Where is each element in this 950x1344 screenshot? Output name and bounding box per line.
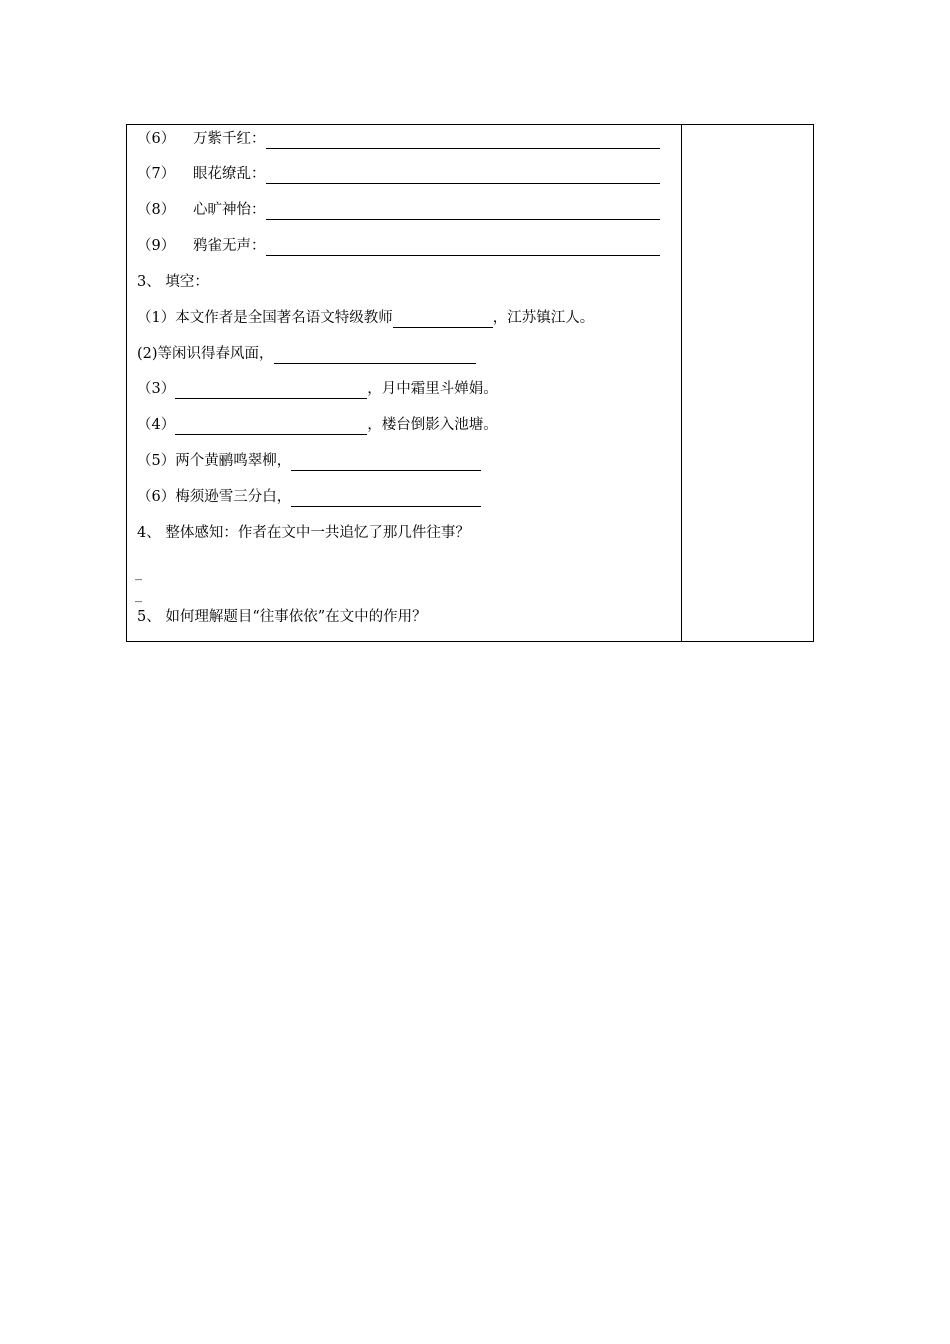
vocab-number: （6） <box>137 131 176 147</box>
answer-blank[interactable] <box>291 455 481 471</box>
fill-text: （1）本文作者是全国著名语文特级教师 <box>137 310 393 326</box>
fill-item-3 <box>137 379 498 399</box>
fill-text: （4） <box>137 417 176 433</box>
question-text: 3、 填空： <box>137 274 209 290</box>
vocab-line-6 <box>137 129 660 149</box>
fill-text: （5）两个黄鹂鸣翠柳， <box>137 453 292 469</box>
fill-text: (2)等闲识得春风面， <box>137 346 274 362</box>
question-text: 4、 整体感知：作者在文中一共追忆了那几件往事？ <box>137 525 470 541</box>
vocab-line-7 <box>137 164 660 184</box>
vocab-word: 万紫千红： <box>193 131 266 147</box>
answer-dash: _ <box>135 565 142 581</box>
fill-text: ，楼台倒影入池塘。 <box>367 417 498 433</box>
question-3-title <box>137 272 209 292</box>
fill-text: （3） <box>137 381 176 397</box>
fill-text: （6）梅须逊雪三分白， <box>137 489 292 505</box>
answer-dash: _ <box>135 587 142 603</box>
fill-item-4 <box>137 415 498 435</box>
vocab-word: 心旷神怡： <box>193 202 266 218</box>
vocab-number: （8） <box>137 202 176 218</box>
column-divider <box>681 125 682 641</box>
question-4 <box>137 523 470 543</box>
answer-blank[interactable] <box>266 204 660 220</box>
answer-blank[interactable] <box>291 491 481 507</box>
question-5 <box>137 607 427 627</box>
answer-blank[interactable] <box>175 383 367 399</box>
vocab-number: （9） <box>137 238 176 254</box>
vocab-line-8 <box>137 200 660 220</box>
fill-item-6 <box>137 487 481 507</box>
vocab-line-9 <box>137 236 660 256</box>
fill-item-5 <box>137 451 481 471</box>
answer-blank[interactable] <box>266 168 660 184</box>
answer-blank[interactable] <box>274 348 476 364</box>
vocab-number: （7） <box>137 166 176 182</box>
fill-item-2 <box>137 344 476 364</box>
vocab-word: 鸦雀无声： <box>193 238 266 254</box>
question-text: 5、 如何理解题目“往事依依”在文中的作用？ <box>137 609 427 625</box>
fill-text: ，江苏镇江人。 <box>492 310 595 326</box>
answer-blank[interactable] <box>393 312 493 328</box>
worksheet-table <box>126 124 814 642</box>
answer-blank[interactable] <box>266 133 660 149</box>
vocab-word: 眼花缭乱： <box>193 166 266 182</box>
answer-blank[interactable] <box>175 419 367 435</box>
answer-blank[interactable] <box>266 240 660 256</box>
fill-item-1 <box>137 308 594 328</box>
fill-text: ，月中霜里斗婵娟。 <box>367 381 498 397</box>
